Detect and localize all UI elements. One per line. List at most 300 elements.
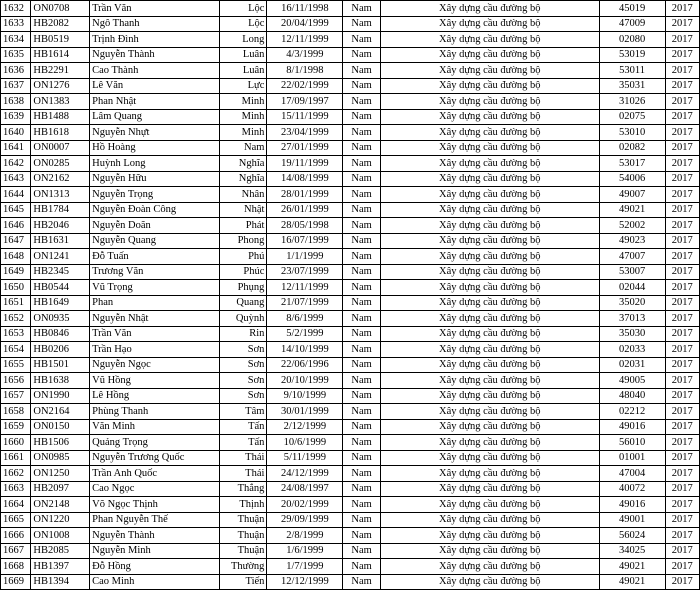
- major-cell: Xây dựng cầu đường bộ: [380, 404, 599, 420]
- birth-date-cell: 28/05/1998: [267, 218, 343, 234]
- student-id-cell: ON1990: [31, 388, 90, 404]
- code-cell: 49021: [599, 202, 665, 218]
- year-cell: 2017: [665, 435, 700, 451]
- student-id-cell: HB1618: [31, 125, 90, 141]
- birth-date-cell: 10/6/1999: [267, 435, 343, 451]
- gender-cell: Nam: [343, 450, 380, 466]
- row-number-cell: 1639: [1, 109, 31, 125]
- family-name-cell: Phan: [90, 295, 220, 311]
- birth-date-cell: 22/06/1996: [267, 357, 343, 373]
- table-row: [1, 32, 700, 48]
- code-cell: 49001: [599, 512, 665, 528]
- year-cell: 2017: [665, 187, 700, 203]
- family-name-cell: Văn Minh: [90, 419, 220, 435]
- gender-cell: Nam: [343, 78, 380, 94]
- major-cell: Xây dựng cầu đường bộ: [380, 156, 599, 172]
- year-cell: 2017: [665, 32, 700, 48]
- row-number-cell: 1649: [1, 264, 31, 280]
- birth-date-cell: 22/02/1999: [267, 78, 343, 94]
- code-cell: 49016: [599, 497, 665, 513]
- given-name-cell: Nghĩa: [219, 171, 267, 187]
- family-name-cell: Vũ Trọng: [90, 280, 220, 296]
- year-cell: 2017: [665, 528, 700, 544]
- student-id-cell: ON1008: [31, 528, 90, 544]
- student-id-cell: ON0935: [31, 311, 90, 327]
- given-name-cell: Minh: [219, 94, 267, 110]
- code-cell: 35031: [599, 78, 665, 94]
- major-cell: Xây dựng cầu đường bộ: [380, 218, 599, 234]
- student-id-cell: HB2082: [31, 16, 90, 32]
- given-name-cell: Thắng: [219, 481, 267, 497]
- birth-date-cell: 20/02/1999: [267, 497, 343, 513]
- major-cell: Xây dựng cầu đường bộ: [380, 311, 599, 327]
- table-row: [1, 543, 700, 559]
- code-cell: 45019: [599, 1, 665, 17]
- given-name-cell: Thuận: [219, 528, 267, 544]
- row-number-cell: 1640: [1, 125, 31, 141]
- gender-cell: Nam: [343, 574, 380, 590]
- year-cell: 2017: [665, 264, 700, 280]
- row-number-cell: 1633: [1, 16, 31, 32]
- major-cell: Xây dựng cầu đường bộ: [380, 450, 599, 466]
- gender-cell: Nam: [343, 295, 380, 311]
- gender-cell: Nam: [343, 264, 380, 280]
- major-cell: Xây dựng cầu đường bộ: [380, 109, 599, 125]
- student-id-cell: HB0846: [31, 326, 90, 342]
- code-cell: 02212: [599, 404, 665, 420]
- table-row: [1, 94, 700, 110]
- major-cell: Xây dựng cầu đường bộ: [380, 528, 599, 544]
- code-cell: 02033: [599, 342, 665, 358]
- birth-date-cell: 1/1/1999: [267, 249, 343, 265]
- year-cell: 2017: [665, 94, 700, 110]
- code-cell: 47004: [599, 466, 665, 482]
- code-cell: 31026: [599, 94, 665, 110]
- student-id-cell: ON1250: [31, 466, 90, 482]
- major-cell: Xây dựng cầu đường bộ: [380, 342, 599, 358]
- major-cell: Xây dựng cầu đường bộ: [380, 512, 599, 528]
- family-name-cell: Lê Văn: [90, 78, 220, 94]
- major-cell: Xây dựng cầu đường bộ: [380, 435, 599, 451]
- code-cell: 02044: [599, 280, 665, 296]
- student-id-cell: HB1506: [31, 435, 90, 451]
- major-cell: Xây dựng cầu đường bộ: [380, 388, 599, 404]
- major-cell: Xây dựng cầu đường bộ: [380, 481, 599, 497]
- table-row: [1, 1, 700, 17]
- table-row: [1, 187, 700, 203]
- table-row: [1, 481, 700, 497]
- major-cell: Xây dựng cầu đường bộ: [380, 249, 599, 265]
- family-name-cell: Đỗ Tuấn: [90, 249, 220, 265]
- row-number-cell: 1636: [1, 63, 31, 79]
- family-name-cell: Cao Ngọc: [90, 481, 220, 497]
- given-name-cell: Nam: [219, 140, 267, 156]
- family-name-cell: Trịnh Đình: [90, 32, 220, 48]
- gender-cell: Nam: [343, 481, 380, 497]
- table-row: [1, 404, 700, 420]
- given-name-cell: Minh: [219, 125, 267, 141]
- row-number-cell: 1657: [1, 388, 31, 404]
- major-cell: Xây dựng cầu đường bộ: [380, 280, 599, 296]
- given-name-cell: Tấn: [219, 419, 267, 435]
- gender-cell: Nam: [343, 109, 380, 125]
- table-row: [1, 202, 700, 218]
- major-cell: Xây dựng cầu đường bộ: [380, 32, 599, 48]
- code-cell: 53007: [599, 264, 665, 280]
- major-cell: Xây dựng cầu đường bộ: [380, 419, 599, 435]
- table-row: [1, 16, 700, 32]
- family-name-cell: Cao Thành: [90, 63, 220, 79]
- family-name-cell: Vũ Hồng: [90, 373, 220, 389]
- given-name-cell: Thuận: [219, 543, 267, 559]
- row-number-cell: 1641: [1, 140, 31, 156]
- row-number-cell: 1667: [1, 543, 31, 559]
- year-cell: 2017: [665, 109, 700, 125]
- table-row: [1, 373, 700, 389]
- given-name-cell: Sơn: [219, 373, 267, 389]
- row-number-cell: 1651: [1, 295, 31, 311]
- year-cell: 2017: [665, 140, 700, 156]
- major-cell: Xây dựng cầu đường bộ: [380, 373, 599, 389]
- student-id-cell: HB2046: [31, 218, 90, 234]
- year-cell: 2017: [665, 202, 700, 218]
- code-cell: 53010: [599, 125, 665, 141]
- code-cell: 35030: [599, 326, 665, 342]
- code-cell: 49007: [599, 187, 665, 203]
- student-id-cell: HB1488: [31, 109, 90, 125]
- code-cell: 49021: [599, 574, 665, 590]
- given-name-cell: Sơn: [219, 342, 267, 358]
- family-name-cell: Nguyễn Nhựt: [90, 125, 220, 141]
- year-cell: 2017: [665, 233, 700, 249]
- row-number-cell: 1643: [1, 171, 31, 187]
- gender-cell: Nam: [343, 94, 380, 110]
- code-cell: 49023: [599, 233, 665, 249]
- student-id-cell: ON2162: [31, 171, 90, 187]
- student-id-cell: HB2291: [31, 63, 90, 79]
- family-name-cell: Võ Ngọc Thịnh: [90, 497, 220, 513]
- table-row: [1, 140, 700, 156]
- gender-cell: Nam: [343, 373, 380, 389]
- family-name-cell: Hồ Hoàng: [90, 140, 220, 156]
- row-number-cell: 1652: [1, 311, 31, 327]
- family-name-cell: Trần Anh Quốc: [90, 466, 220, 482]
- code-cell: 53011: [599, 63, 665, 79]
- row-number-cell: 1646: [1, 218, 31, 234]
- year-cell: 2017: [665, 419, 700, 435]
- year-cell: 2017: [665, 466, 700, 482]
- family-name-cell: Trương Văn: [90, 264, 220, 280]
- given-name-cell: Phong: [219, 233, 267, 249]
- student-id-cell: ON1220: [31, 512, 90, 528]
- table-row: [1, 574, 700, 590]
- family-name-cell: Phan Nhật: [90, 94, 220, 110]
- row-number-cell: 1662: [1, 466, 31, 482]
- student-id-cell: ON2164: [31, 404, 90, 420]
- birth-date-cell: 12/11/1999: [267, 32, 343, 48]
- major-cell: Xây dựng cầu đường bộ: [380, 47, 599, 63]
- birth-date-cell: 19/11/1999: [267, 156, 343, 172]
- family-name-cell: Nguyễn Thành: [90, 528, 220, 544]
- year-cell: 2017: [665, 404, 700, 420]
- gender-cell: Nam: [343, 32, 380, 48]
- row-number-cell: 1664: [1, 497, 31, 513]
- given-name-cell: Nhật: [219, 202, 267, 218]
- table-row: [1, 264, 700, 280]
- table-row: [1, 435, 700, 451]
- row-number-cell: 1654: [1, 342, 31, 358]
- table-row: [1, 528, 700, 544]
- family-name-cell: Nguyễn Đoàn Công: [90, 202, 220, 218]
- year-cell: 2017: [665, 47, 700, 63]
- student-id-cell: HB0544: [31, 280, 90, 296]
- major-cell: Xây dựng cầu đường bộ: [380, 125, 599, 141]
- year-cell: 2017: [665, 373, 700, 389]
- code-cell: 54006: [599, 171, 665, 187]
- table-row: [1, 295, 700, 311]
- year-cell: 2017: [665, 249, 700, 265]
- gender-cell: Nam: [343, 357, 380, 373]
- row-number-cell: 1638: [1, 94, 31, 110]
- family-name-cell: Nguyễn Ngọc: [90, 357, 220, 373]
- major-cell: Xây dựng cầu đường bộ: [380, 187, 599, 203]
- gender-cell: Nam: [343, 543, 380, 559]
- gender-cell: Nam: [343, 342, 380, 358]
- major-cell: Xây dựng cầu đường bộ: [380, 543, 599, 559]
- code-cell: 02031: [599, 357, 665, 373]
- major-cell: Xây dựng cầu đường bộ: [380, 357, 599, 373]
- table-row: [1, 512, 700, 528]
- given-name-cell: Thuận: [219, 512, 267, 528]
- gender-cell: Nam: [343, 171, 380, 187]
- birth-date-cell: 1/7/1999: [267, 559, 343, 575]
- birth-date-cell: 17/09/1997: [267, 94, 343, 110]
- year-cell: 2017: [665, 78, 700, 94]
- birth-date-cell: 24/12/1999: [267, 466, 343, 482]
- student-id-cell: HB1638: [31, 373, 90, 389]
- row-number-cell: 1665: [1, 512, 31, 528]
- code-cell: 02075: [599, 109, 665, 125]
- student-id-cell: ON0007: [31, 140, 90, 156]
- family-name-cell: Lê Hồng: [90, 388, 220, 404]
- gender-cell: Nam: [343, 156, 380, 172]
- major-cell: Xây dựng cầu đường bộ: [380, 140, 599, 156]
- family-name-cell: Trần Văn: [90, 1, 220, 17]
- family-name-cell: Nguyễn Trương Quốc: [90, 450, 220, 466]
- student-id-cell: ON0150: [31, 419, 90, 435]
- row-number-cell: 1656: [1, 373, 31, 389]
- gender-cell: Nam: [343, 404, 380, 420]
- code-cell: 48040: [599, 388, 665, 404]
- student-id-cell: ON0708: [31, 1, 90, 17]
- major-cell: Xây dựng cầu đường bộ: [380, 1, 599, 17]
- row-number-cell: 1669: [1, 574, 31, 590]
- year-cell: 2017: [665, 16, 700, 32]
- student-id-cell: ON1241: [31, 249, 90, 265]
- given-name-cell: Tấn: [219, 435, 267, 451]
- given-name-cell: Phụng: [219, 280, 267, 296]
- table-row: [1, 559, 700, 575]
- gender-cell: Nam: [343, 249, 380, 265]
- given-name-cell: Phát: [219, 218, 267, 234]
- birth-date-cell: 30/01/1999: [267, 404, 343, 420]
- table-row: [1, 450, 700, 466]
- gender-cell: Nam: [343, 63, 380, 79]
- given-name-cell: Luân: [219, 63, 267, 79]
- gender-cell: Nam: [343, 559, 380, 575]
- student-id-cell: HB1397: [31, 559, 90, 575]
- given-name-cell: Nhân: [219, 187, 267, 203]
- code-cell: 34025: [599, 543, 665, 559]
- family-name-cell: Nguyễn Thành: [90, 47, 220, 63]
- year-cell: 2017: [665, 388, 700, 404]
- row-number-cell: 1650: [1, 280, 31, 296]
- family-name-cell: Nguyễn Hữu: [90, 171, 220, 187]
- student-id-cell: ON2148: [31, 497, 90, 513]
- student-id-cell: ON1313: [31, 187, 90, 203]
- table-body: [1, 1, 700, 590]
- code-cell: 02082: [599, 140, 665, 156]
- gender-cell: Nam: [343, 140, 380, 156]
- row-number-cell: 1666: [1, 528, 31, 544]
- gender-cell: Nam: [343, 388, 380, 404]
- birth-date-cell: 12/12/1999: [267, 574, 343, 590]
- table-row: [1, 419, 700, 435]
- family-name-cell: Nguyễn Nhật: [90, 311, 220, 327]
- birth-date-cell: 2/12/1999: [267, 419, 343, 435]
- given-name-cell: Lộc: [219, 1, 267, 17]
- row-number-cell: 1668: [1, 559, 31, 575]
- table-row: [1, 156, 700, 172]
- major-cell: Xây dựng cầu đường bộ: [380, 171, 599, 187]
- student-id-cell: HB1784: [31, 202, 90, 218]
- family-name-cell: Cao Minh: [90, 574, 220, 590]
- given-name-cell: Tâm: [219, 404, 267, 420]
- birth-date-cell: 28/01/1999: [267, 187, 343, 203]
- year-cell: 2017: [665, 481, 700, 497]
- code-cell: 49016: [599, 419, 665, 435]
- major-cell: Xây dựng cầu đường bộ: [380, 94, 599, 110]
- given-name-cell: Phúc: [219, 264, 267, 280]
- given-name-cell: Lộc: [219, 16, 267, 32]
- major-cell: Xây dựng cầu đường bộ: [380, 233, 599, 249]
- student-id-cell: HB0206: [31, 342, 90, 358]
- row-number-cell: 1648: [1, 249, 31, 265]
- row-number-cell: 1655: [1, 357, 31, 373]
- code-cell: 53019: [599, 47, 665, 63]
- year-cell: 2017: [665, 342, 700, 358]
- gender-cell: Nam: [343, 326, 380, 342]
- code-cell: 47007: [599, 249, 665, 265]
- row-number-cell: 1647: [1, 233, 31, 249]
- year-cell: 2017: [665, 326, 700, 342]
- gender-cell: Nam: [343, 47, 380, 63]
- birth-date-cell: 4/3/1999: [267, 47, 343, 63]
- family-name-cell: Huỳnh Long: [90, 156, 220, 172]
- birth-date-cell: 5/2/1999: [267, 326, 343, 342]
- code-cell: 49021: [599, 559, 665, 575]
- row-number-cell: 1635: [1, 47, 31, 63]
- table-row: [1, 109, 700, 125]
- birth-date-cell: 14/08/1999: [267, 171, 343, 187]
- row-number-cell: 1637: [1, 78, 31, 94]
- birth-date-cell: 16/11/1998: [267, 1, 343, 17]
- table-row: [1, 311, 700, 327]
- gender-cell: Nam: [343, 218, 380, 234]
- table-row: [1, 63, 700, 79]
- table-row: [1, 342, 700, 358]
- family-name-cell: Quảng Trọng: [90, 435, 220, 451]
- row-number-cell: 1660: [1, 435, 31, 451]
- student-id-cell: HB1631: [31, 233, 90, 249]
- given-name-cell: Tiến: [219, 574, 267, 590]
- gender-cell: Nam: [343, 497, 380, 513]
- major-cell: Xây dựng cầu đường bộ: [380, 326, 599, 342]
- given-name-cell: Rin: [219, 326, 267, 342]
- student-id-cell: HB2097: [31, 481, 90, 497]
- given-name-cell: Luân: [219, 47, 267, 63]
- student-id-cell: ON1383: [31, 94, 90, 110]
- table-row: [1, 78, 700, 94]
- family-name-cell: Nguyễn Quang: [90, 233, 220, 249]
- birth-date-cell: 24/08/1997: [267, 481, 343, 497]
- year-cell: 2017: [665, 574, 700, 590]
- birth-date-cell: 29/09/1999: [267, 512, 343, 528]
- year-cell: 2017: [665, 450, 700, 466]
- birth-date-cell: 26/01/1999: [267, 202, 343, 218]
- code-cell: 01001: [599, 450, 665, 466]
- code-cell: 56024: [599, 528, 665, 544]
- family-name-cell: Trần Hạo: [90, 342, 220, 358]
- code-cell: 47009: [599, 16, 665, 32]
- birth-date-cell: 12/11/1999: [267, 280, 343, 296]
- table-row: [1, 47, 700, 63]
- table-row: [1, 497, 700, 513]
- gender-cell: Nam: [343, 125, 380, 141]
- table-row: [1, 125, 700, 141]
- given-name-cell: Thái: [219, 450, 267, 466]
- table-row: [1, 280, 700, 296]
- row-number-cell: 1632: [1, 1, 31, 17]
- row-number-cell: 1645: [1, 202, 31, 218]
- year-cell: 2017: [665, 1, 700, 17]
- year-cell: 2017: [665, 497, 700, 513]
- given-name-cell: Lực: [219, 78, 267, 94]
- table-row: [1, 388, 700, 404]
- code-cell: 35020: [599, 295, 665, 311]
- year-cell: 2017: [665, 295, 700, 311]
- table-row: [1, 357, 700, 373]
- row-number-cell: 1659: [1, 419, 31, 435]
- table-row: [1, 249, 700, 265]
- birth-date-cell: 21/07/1999: [267, 295, 343, 311]
- birth-date-cell: 23/07/1999: [267, 264, 343, 280]
- family-name-cell: Ngô Thanh: [90, 16, 220, 32]
- major-cell: Xây dựng cầu đường bộ: [380, 559, 599, 575]
- birth-date-cell: 14/10/1999: [267, 342, 343, 358]
- given-name-cell: Nghĩa: [219, 156, 267, 172]
- year-cell: 2017: [665, 311, 700, 327]
- given-name-cell: Quang: [219, 295, 267, 311]
- family-name-cell: Nguyễn Trọng: [90, 187, 220, 203]
- table-row: [1, 466, 700, 482]
- given-name-cell: Thường: [219, 559, 267, 575]
- birth-date-cell: 5/11/1999: [267, 450, 343, 466]
- code-cell: 56010: [599, 435, 665, 451]
- birth-date-cell: 23/04/1999: [267, 125, 343, 141]
- birth-date-cell: 20/10/1999: [267, 373, 343, 389]
- row-number-cell: 1658: [1, 404, 31, 420]
